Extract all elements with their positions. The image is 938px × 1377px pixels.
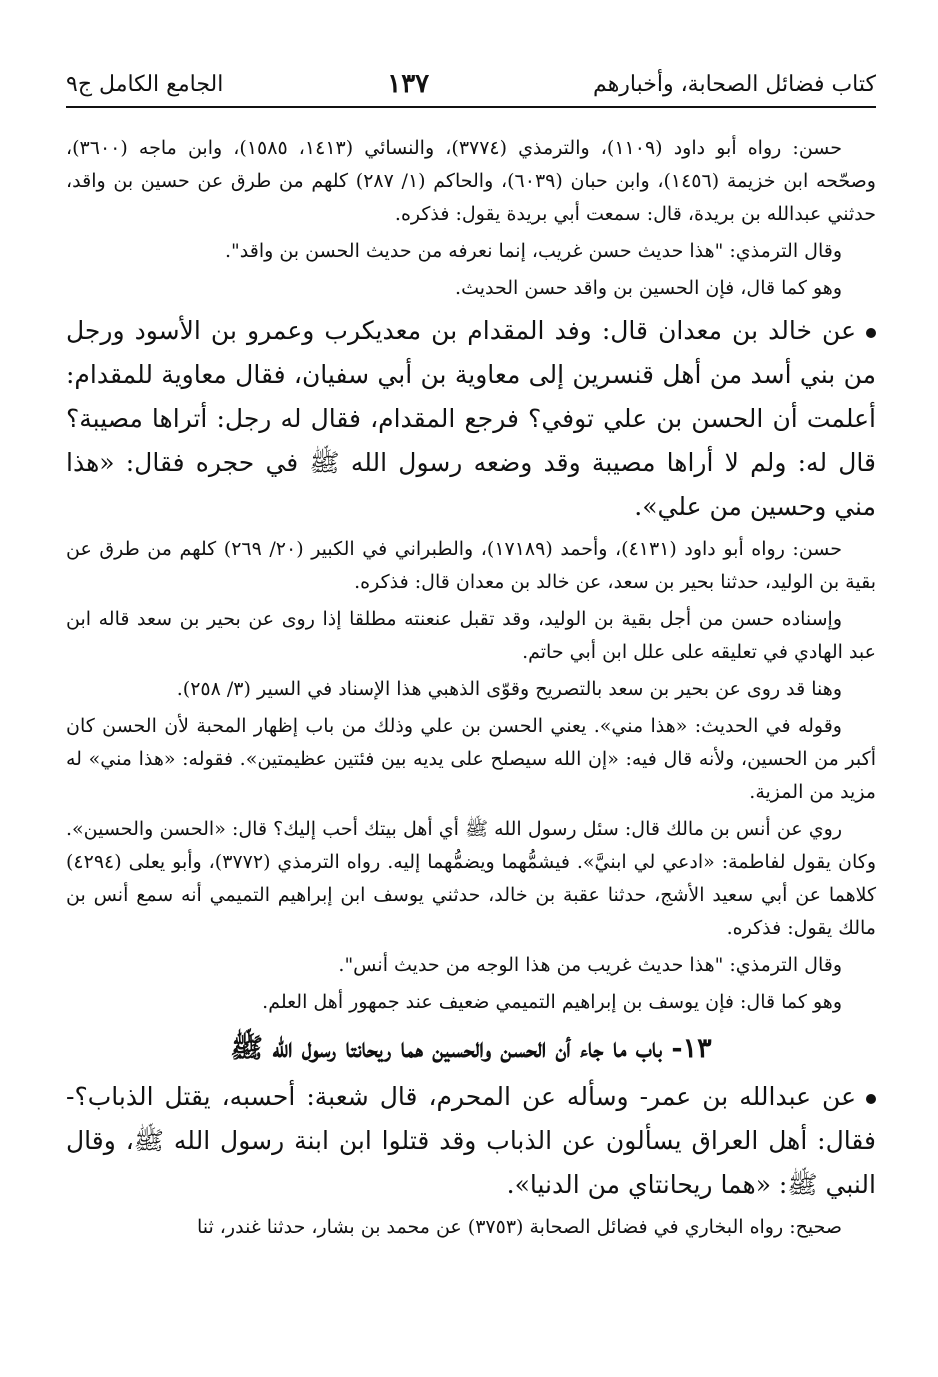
author-comment: وهو كما قال، فإن الحسين بن واقد حسن الحديث. (455, 277, 842, 299)
narration-paragraph: روي عن أنس بن مالك قال: سئل رسول الله ﷺ أي أهل بيتك أحب إليك؟ قال: «الحسن والحسين». وكان يقول لفاطمة: «ادعي لي ابنيَّ». فيشمُّهما ويضمُّهما إليه. رواه الترمذي (٣٧٧٢)، وأبو يعلى (٤٢٩٤) كلاهما عن أبي سعيد الأشج، حدثنا عقبة بن خالد، حدثني يوسف ابن إبراهيم التميمي أنه سمع أنس بن مالك يقول: فذكره. (66, 818, 876, 939)
hadith-text (66, 1075, 876, 1207)
page-header (66, 62, 876, 108)
chapter-heading: ١٣- باب ما جاء أن الحسن والحسين هما ريحانتا رسول الله ﷺ (230, 1033, 712, 1064)
book-section-title: كتاب فضائل الصحابة، وأخبارهم (593, 71, 876, 97)
bullet-icon (866, 328, 876, 338)
isnad-comment: وإسناده حسن من أجل بقية بن الوليد، وقد تقبل عنعنته مطلقا إذا روى عن بحير بن سعد قاله ابن عبد الهادي في تعليقه على علل ابن أبي حاتم. (66, 608, 876, 663)
hadith-text (66, 309, 876, 529)
takhrij-paragraph: حسن: رواه أبو داود (١١٠٩)، والترمذي (٣٧٧٤)، والنسائي (١٤١٣، ١٥٨٥)، وابن ماجه (٣٦٠٠)، وصحّحه ابن خزيمة (١٤٥٦)، وابن حبان (٦٠٣٩)، والحاكم (١/ ٢٨٧) كلهم من طرق عن حسين بن واقد، حدثني عبدالله بن بريدة، قال: سمعت أبي بريدة يقول: فذكره. (66, 137, 876, 225)
hadith-body: عن عبدالله بن عمر- وسأله عن المحرم، قال شعبة: أحسبه، يقتل الذباب؟- فقال: أهل العراق يسألون عن الذباب وقد قتلوا ابن ابنة رسول الله ﷺ، وقال النبي ﷺ: «هما ريحانتاي من الدنيا». (66, 1082, 876, 1199)
explanation-paragraph: وقوله في الحديث: «هذا مني». يعني الحسن بن علي وذلك من باب إظهار المحبة لأن الحسن كان أكبر من الحسين، ولأنه قال فيه: «إن الله سيصلح على يديه بين فئتين عظيمتين». فقوله: «هذا مني» له مزيد من المزية. (66, 715, 876, 803)
page-body (66, 132, 876, 1248)
hadith-body: عن خالد بن معدان قال: وفد المقدام بن معديكرب وعمرو بن الأسود ورجل من بني أسد من أهل قنسرين إلى معاوية بن أبي سفيان، فقال معاوية للمقدام: أعلمت أن الحسن بن علي توفي؟ فرجع المقدام، فقال له رجل: أتراها مصيبة؟ قال له: ولم لا أراها مصيبة وقد وضعه رسول الله ﷺ في حجره فقال: «هذا مني وحسين من علي». (66, 316, 876, 521)
author-comment: وهو كما قال: فإن يوسف بن إبراهيم التميمي ضعيف عند جمهور أهل العلم. (262, 991, 842, 1013)
page-number: ١٣٧ (387, 69, 430, 99)
tirmidhi-comment: وقال الترمذي: "هذا حديث غريب من هذا الوجه من حديث أنس". (338, 954, 842, 976)
isnad-comment: وهنا قد روى عن بحير بن سعد بالتصريح وقوّى الذهبي هذا الإسناد في السير (٣/ ٢٥٨). (176, 678, 842, 700)
bullet-icon (866, 1094, 876, 1104)
takhrij-paragraph: صحيح: رواه البخاري في فضائل الصحابة (٣٧٥٣) عن محمد بن بشار، حدثنا غندر، ثنا (196, 1216, 842, 1238)
takhrij-paragraph: حسن: رواه أبو داود (٤١٣١)، وأحمد (١٧١٨٩)، والطبراني في الكبير (٢٠/ ٢٦٩) كلهم من طرق عن بقية بن الوليد، حدثنا بحير بن سعد، عن خالد بن معدان قال: فذكره. (66, 538, 876, 593)
book-title: الجامع الكامل ج٩ (66, 71, 224, 97)
tirmidhi-comment: وقال الترمذي: "هذا حديث حسن غريب، إنما نعرفه من حديث الحسن بن واقد". (225, 240, 842, 262)
